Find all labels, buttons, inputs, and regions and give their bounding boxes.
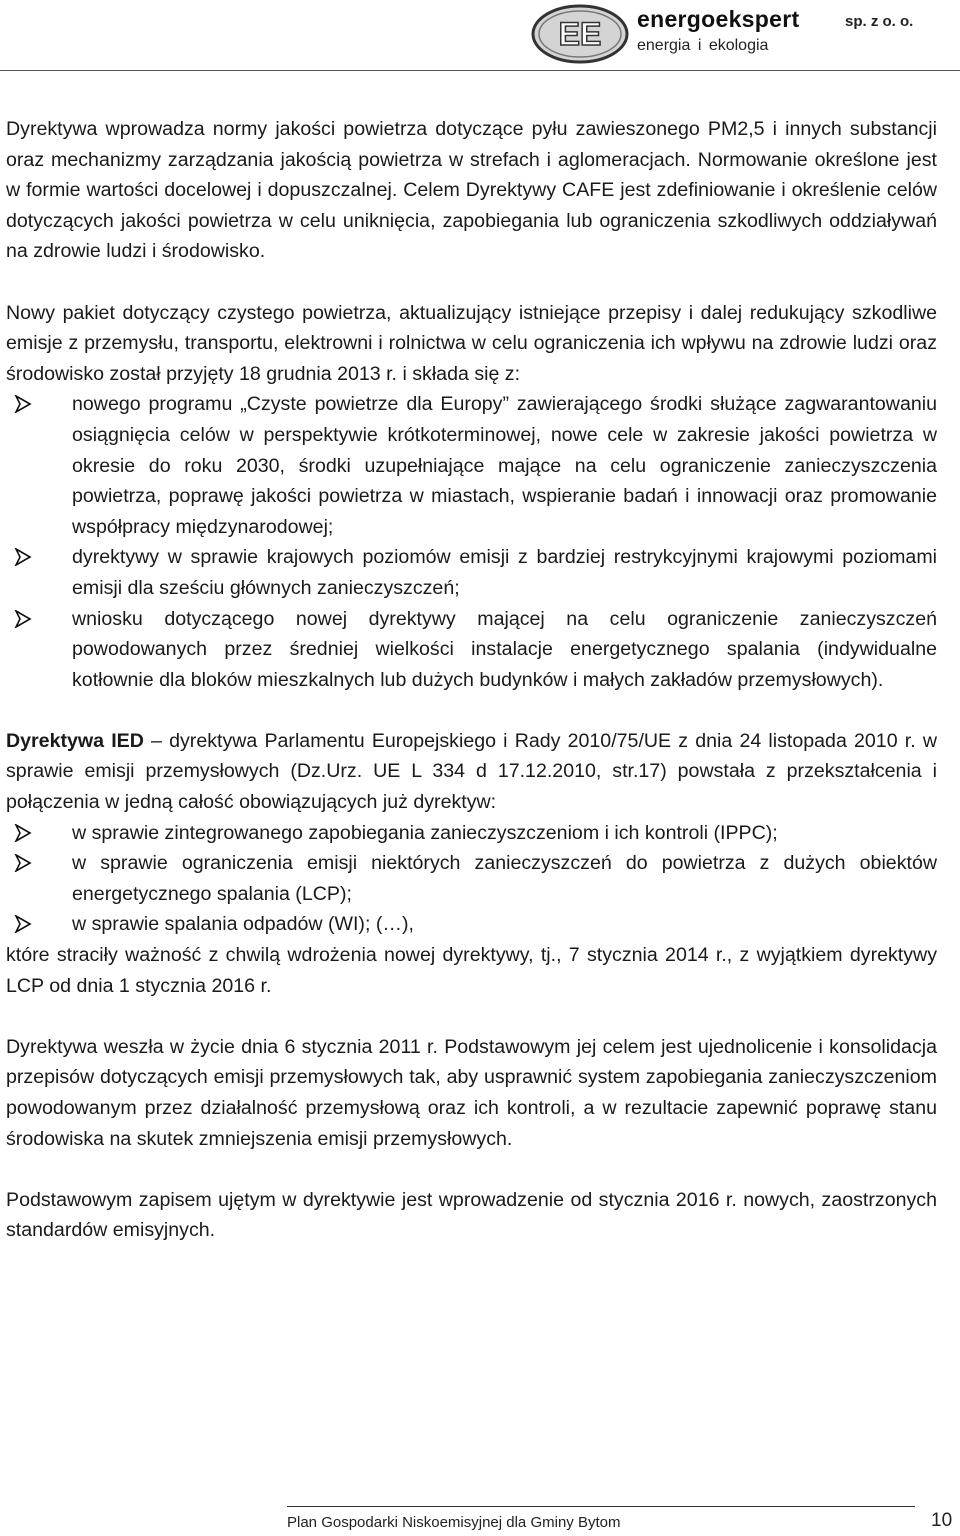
arrowhead-bullet-icon <box>14 542 38 572</box>
paragraph-entry-into-force: Dyrektywa weszła w życie dnia 6 stycznia 2011 r. Podstawowym jej celem jest ujednolicenie i konsolidacja przepisów dotyczących emisji przemysłowych tak, aby usprawnić system zapobiegania zanieczyszczeniom powodowanym przez działalność przemysłową oraz ich kontroli, a w rezultacie zapewnić poprawę stanu środowiska na skutek zmniejszenia emisji przemysłowych. <box>6 1035 937 1150</box>
ied-description: – dyrektywa Parlamentu Europejskiego i Rady 2010/75/UE z dnia 24 listopada 2010 r. w sprawie emisji przemysłowych (Dz.Urz. UE L 334 d 17.12.2010, str.17) powstała z przekształcenia i połączenia w jedną całość obowiązujących już dyrektyw: <box>6 729 937 814</box>
arrowhead-bullet-icon <box>14 389 38 419</box>
brand-suffix: sp. z o. o. <box>845 13 914 30</box>
page-header <box>0 0 960 74</box>
list-item: wniosku dotyczącego nowej dyrektywy mającej na celu ograniczenie zanieczyszczeń powodowanych przez średniej wielkości instalacje energetycznego spalania (indywidualne kotłownie dla bloków mieszkalnych lub dużych budynków i małych zakładów przemysłowych). <box>72 604 937 696</box>
arrowhead-bullet-icon <box>14 909 38 939</box>
list-item: w sprawie ograniczenia emisji niektórych zanieczyszczeń do powietrza z dużych obiektów energetycznego spalania (LCP); <box>72 848 937 909</box>
logo-mark: EE <box>558 16 602 52</box>
paragraph-ied <box>6 726 937 818</box>
document-body <box>6 114 937 1277</box>
brand-tagline: energia i ekologia <box>637 37 769 54</box>
arrowhead-bullet-icon <box>14 848 38 878</box>
arrowhead-bullet-icon <box>14 818 38 848</box>
paragraph-emission-standards: Podstawowym zapisem ujętym w dyrektywie jest wprowadzenie od stycznia 2016 r. nowych, zaostrzonych standardów emisyjnych. <box>6 1188 937 1242</box>
list-item: w sprawie zintegrowanego zapobiegania zanieczyszczeniom i ich kontroli (IPPC); <box>72 818 937 849</box>
list-item: w sprawie spalania odpadów (WI); (…), <box>72 909 937 940</box>
clean-air-package-list <box>6 389 937 695</box>
list-item: dyrektywy w sprawie krajowych poziomów emisji z bardziej restrykcyjnymi krajowymi poziomami emisji dla sześciu głównych zanieczyszczeń; <box>72 542 937 603</box>
page-number: 10 <box>931 1510 953 1531</box>
list-item: nowego programu „Czyste powietrze dla Europy” zawierającego środki służące zagwarantowaniu osiągnięcia celów w perspektywie krótkoterminowej, nowe cele w zakresie jakości powietrza w okresie do roku 2030, środki uzupełniające mające na celu ograniczenie zanieczyszczenia powietrza, poprawę jakości powietrza w miastach, wspieranie badań i innowacji oraz promowanie współpracy międzynarodowej; <box>72 389 937 542</box>
ied-heading: Dyrektywa IED <box>6 729 144 752</box>
paragraph-clean-air-package: Nowy pakiet dotyczący czystego powietrza, aktualizujący istniejące przepisy i dalej redukujący szkodliwe emisje z przemysłu, transportu, elektrowni i rolnictwa w celu ograniczenia ich wpływu na zdrowie ludzi oraz środowisko został przyjęty 18 grudnia 2013 r. i składa się z: <box>6 301 937 385</box>
footer-divider <box>287 1506 915 1507</box>
header-divider <box>0 70 960 71</box>
arrowhead-bullet-icon <box>14 604 38 634</box>
paragraph-repealed-directives: które straciły ważność z chwilą wdrożenia nowej dyrektywy, tj., 7 stycznia 2014 r., z wyjątkiem dyrektywy LCP od dnia 1 stycznia 2016 r. <box>6 944 937 997</box>
ee-logo-icon <box>530 4 630 64</box>
merged-directives-list <box>6 818 937 940</box>
brand-name: energoekspert <box>637 6 800 32</box>
paragraph-cafe: Dyrektywa wprowadza normy jakości powietrza dotyczące pyłu zawieszonego PM2,5 i innych substancji oraz mechanizmy zarządzania jakością powietrza w strefach i aglomeracjach. Normowanie określone jest w formie wartości docelowej i dopuszczalnej. Celem Dyrektywy CAFE jest zdefiniowanie i określenie celów dotyczących jakości powietrza w celu uniknięcia, zapobiegania lub ograniczenia szkodliwych oddziaływań na zdrowie ludzi i środowisko. <box>6 118 937 263</box>
footer-title: Plan Gospodarki Niskoemisyjnej dla Gminy Bytom <box>287 1514 621 1531</box>
